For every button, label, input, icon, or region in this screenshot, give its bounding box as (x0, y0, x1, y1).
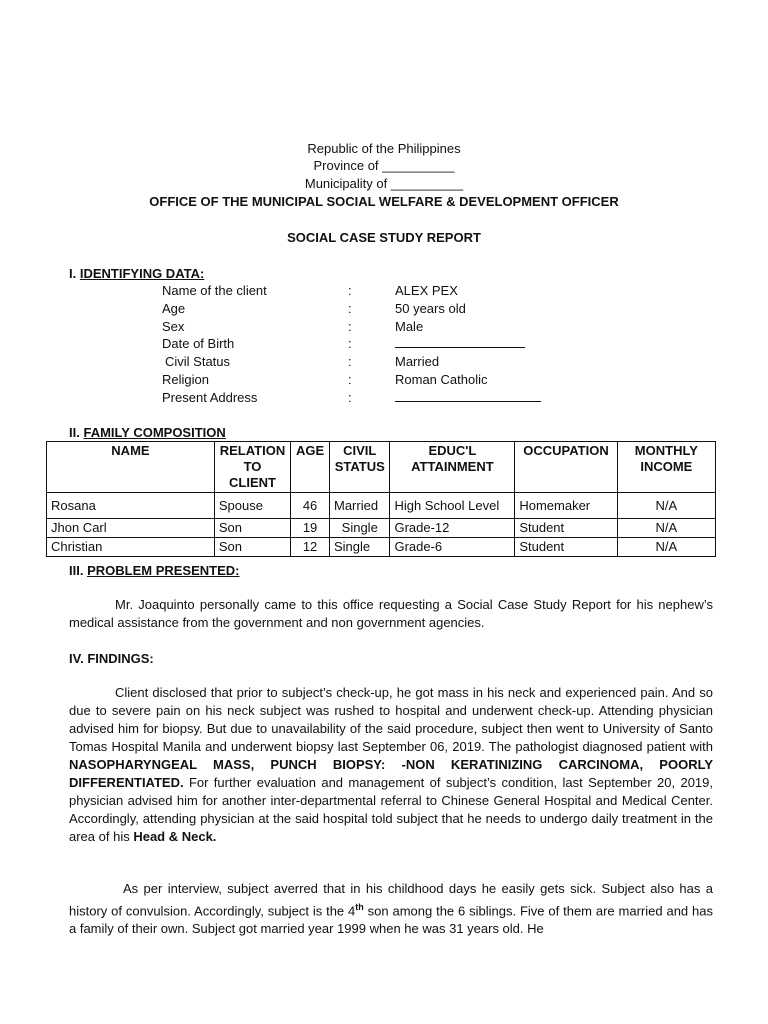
field-row-age (0, 300, 768, 318)
table-row (47, 519, 716, 538)
table-cell: Student (515, 538, 617, 557)
table-cell: Son (214, 519, 290, 538)
field-label: Present Address (162, 390, 258, 405)
table-cell: Student (515, 519, 617, 538)
field-label: Date of Birth (162, 336, 235, 351)
findings-text: As per interview, subject averred that in his childhood days he easily gets sick. Subject also has a history of convulsion. Accordingly, subject is the 4 (69, 881, 713, 919)
field-separator: : (348, 390, 352, 405)
header-province: Province of __________ (313, 158, 455, 173)
field-value: Male (395, 319, 424, 334)
table-cell: 12 (291, 538, 330, 557)
section-title: PROBLEM PRESENTED: (87, 563, 240, 578)
table-cell: Rosana (47, 493, 215, 519)
table-cell: N/A (617, 538, 715, 557)
field-label: Religion (162, 372, 209, 387)
findings-text: Client disclosed that prior to subject’s check-up, he got mass in his neck and experienced pain. And so due to severe pain on his neck subject was rushed to hospital and underwent check-up. Attending physician advised him for biopsy. But due to unavailability of the said procedure, subject then went to University of Santo Tomas Hospital Manila and underwent biopsy last September 06, 2019. The pathologist diagnosed patient with (69, 685, 713, 754)
field-row-name (0, 282, 768, 300)
field-row-present-address (0, 389, 768, 407)
field-label: Name of the client (162, 283, 267, 298)
table-cell: N/A (617, 519, 715, 538)
column-header: RELATION TO CLIENT (214, 442, 290, 493)
table-cell: Spouse (214, 493, 290, 519)
field-row-date-of-birth (0, 335, 768, 353)
table-row (47, 493, 716, 519)
field-separator: : (348, 372, 352, 387)
field-value: 50 years old (395, 301, 466, 316)
table-cell: Grade-12 (390, 519, 515, 538)
table-cell: High School Level (390, 493, 515, 519)
section-family-composition-heading (69, 424, 226, 442)
column-header: CIVIL STATUS (330, 442, 390, 493)
column-header: OCCUPATION (515, 442, 617, 493)
treatment-area-text: Head & Neck. (133, 829, 217, 844)
section-number: II. (69, 425, 80, 440)
field-value-blank (395, 389, 541, 407)
diagnosis-text: NASOPHARYNGEAL MASS, PUNCH BIOPSY: -NON KERATINIZING CARCINOMA, POORLY DIFFERENTIATED. (69, 757, 713, 790)
table-cell: Grade-6 (390, 538, 515, 557)
field-value: Married (395, 354, 440, 369)
section-number: III. (69, 563, 84, 578)
table-cell: 19 (291, 519, 330, 538)
table-cell: Homemaker (515, 493, 617, 519)
table-cell: 46 (291, 493, 330, 519)
table-cell: Jhon Carl (47, 519, 215, 538)
table-header-row (47, 442, 716, 493)
section-findings-heading: IV. FINDINGS: (69, 651, 154, 666)
section-problem-presented-heading (69, 562, 239, 580)
table-cell: Christian (47, 538, 215, 557)
header-municipality: Municipality of __________ (304, 176, 464, 191)
field-row-religion (0, 371, 768, 389)
field-value-blank (395, 335, 525, 353)
findings-text: son among the 6 siblings. Five of them are married and has a family of their own. Subject got married year 1999 when he was 31 years old. He (69, 903, 713, 937)
field-label: Age (162, 301, 186, 316)
header-office: OFFICE OF THE MUNICIPAL SOCIAL WELFARE & DEVELOPMENT OFFICER (149, 194, 619, 209)
field-separator: : (348, 354, 352, 369)
table-cell: N/A (617, 493, 715, 519)
report-title: SOCIAL CASE STUDY REPORT (287, 230, 481, 245)
table-row (47, 538, 716, 557)
section-title: FAMILY COMPOSITION (83, 425, 226, 440)
family-composition-table (46, 441, 716, 557)
field-value: Roman Catholic (395, 372, 488, 387)
field-row-civil-status (0, 353, 768, 371)
table-cell: Single (330, 538, 390, 557)
field-row-sex (0, 318, 768, 336)
column-header: EDUC'L ATTAINMENT (390, 442, 515, 493)
section-number: I. (69, 266, 77, 281)
field-value: ALEX PEX (395, 283, 458, 298)
table-cell: Single (330, 519, 390, 538)
field-separator: : (348, 301, 352, 316)
field-label: Sex (162, 319, 185, 334)
findings-text: For further evaluation and management of subject’s condition, last September 20, 2019, physician advised him for another inter-departmental referral to Chinese General Hospital and Medical Center. Accordingly, attending physician at the said hospital told subject that he needs to undergo daily treatment in the area of his (69, 775, 713, 844)
section-identifying-data-heading (69, 265, 204, 283)
ordinal-suffix: th (355, 902, 364, 912)
field-label: Civil Status (165, 354, 231, 369)
table-cell: Married (330, 493, 390, 519)
findings-paragraph-2 (69, 880, 713, 938)
problem-presented-paragraph: Mr. Joaquinto personally came to this office requesting a Social Case Study Report for his nephew’s medical assistance from the government and non government agencies. (69, 597, 713, 630)
column-header: MONTHLY INCOME (617, 442, 715, 493)
table-cell: Son (214, 538, 290, 557)
field-separator: : (348, 283, 352, 298)
header-republic: Republic of the Philippines (307, 141, 461, 156)
section-title: IDENTIFYING DATA: (79, 266, 205, 281)
field-separator: : (348, 319, 352, 334)
column-header: AGE (291, 442, 330, 493)
column-header: NAME (47, 442, 215, 493)
field-separator: : (348, 336, 352, 351)
findings-paragraph-1 (69, 684, 713, 846)
